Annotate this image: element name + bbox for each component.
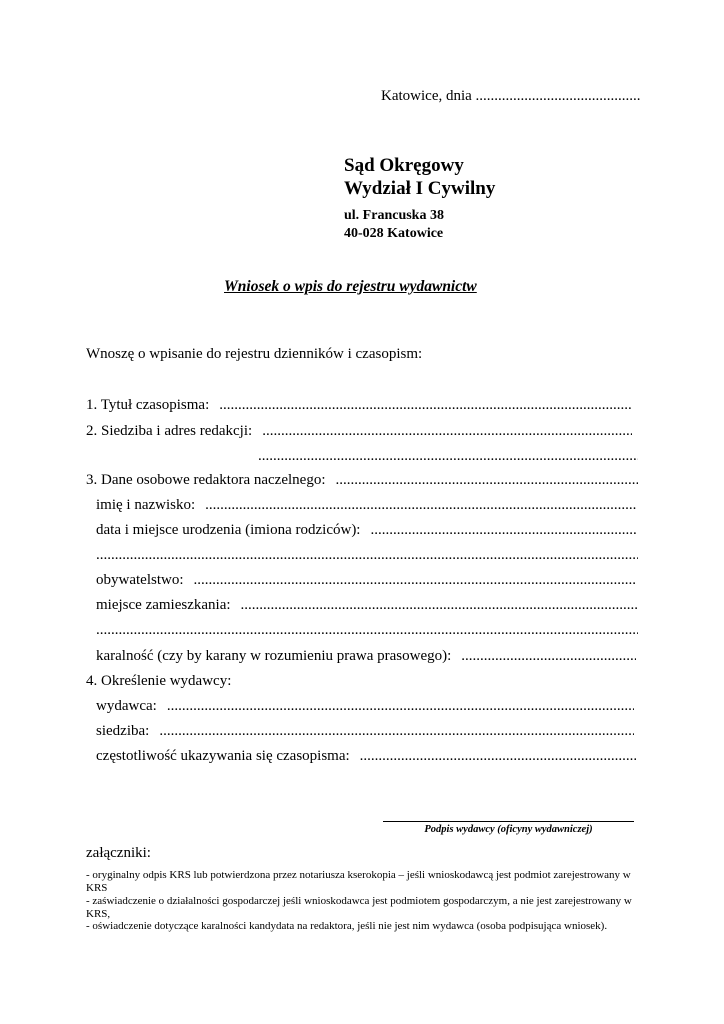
- court-name: Sąd Okręgowy: [344, 155, 464, 176]
- field-title-label: 1. Tytuł czasopisma:: [86, 397, 210, 413]
- attachment-item: - oryginalny odpis KRS lub potwierdzona przez notariusza kserokopia – jeśli wnioskodawcą jest podmiot zarejestrowany w KRS: [86, 869, 631, 894]
- field-name-input[interactable]: [205, 497, 636, 514]
- field-publisher-row: [96, 698, 634, 715]
- field-birth-row: [96, 522, 636, 539]
- attachments-heading: załączniki:: [86, 845, 151, 861]
- intro-text: Wnoszę o wpisanie do rejestru dzienników i czasopism:: [86, 346, 423, 362]
- field-residence-row: [96, 597, 638, 614]
- field-name-label: imię i nazwisko:: [96, 497, 196, 513]
- field-title-row: [86, 397, 632, 414]
- field-editorial-address-input[interactable]: [262, 423, 632, 440]
- publisher-heading: 4. Określenie wydawcy:: [86, 673, 232, 689]
- field-frequency-input[interactable]: [360, 748, 636, 765]
- field-publisher-seat-input[interactable]: [159, 723, 634, 740]
- field-birth-input-2[interactable]: [96, 547, 638, 564]
- field-name-row: [96, 497, 636, 514]
- field-citizenship-label: obywatelstwo:: [96, 572, 184, 588]
- field-editorial-address-label: 2. Siedziba i adres redakcji:: [86, 423, 253, 439]
- attachment-item: - oświadczenie dotyczące karalności kandydata na redaktora, jeśli nie jest nim wydawca (osoba podpisująca wniosek).: [86, 920, 608, 932]
- field-frequency-row: [96, 748, 636, 765]
- field-residence-label: miejsce zamieszkania:: [96, 597, 231, 613]
- field-citizenship-row: [96, 572, 636, 589]
- signature-line[interactable]: [383, 821, 634, 822]
- court-city: 40-028 Katowice: [344, 226, 444, 241]
- field-birth-continuation: [96, 547, 638, 564]
- field-birth-label: data i miejsce urodzenia (imiona rodziców):: [96, 522, 361, 538]
- field-frequency-label: częstotliwość ukazywania się czasopisma:: [96, 748, 350, 764]
- field-editorial-address-continuation: [258, 448, 638, 465]
- attachment-item: - zaświadczenie o działalności gospodarczej jeśli wnioskodawca jest podmiotem gospodarczym, a nie jest zarejestrowany w KRS,: [86, 895, 632, 920]
- field-publisher-label: wydawca:: [96, 698, 157, 714]
- document-title: Wniosek o wpis do rejestru wydawnictw: [224, 278, 477, 295]
- field-citizenship-input[interactable]: [194, 572, 637, 589]
- field-publisher-input[interactable]: [167, 698, 634, 715]
- field-editor-row: [86, 472, 638, 489]
- field-residence-input-2[interactable]: [96, 622, 638, 639]
- field-residence-input[interactable]: [241, 597, 638, 614]
- field-editorial-address-input-2[interactable]: [258, 448, 638, 465]
- field-publisher-seat-row: [96, 723, 634, 740]
- field-title-input[interactable]: [219, 397, 632, 414]
- field-criminal-record-row: [96, 648, 636, 665]
- field-criminal-record-input[interactable]: [461, 648, 636, 665]
- court-division: Wydział I Cywilny: [344, 178, 496, 199]
- field-publisher-seat-label: siedziba:: [96, 723, 150, 739]
- field-residence-continuation: [96, 622, 638, 639]
- field-editor-label: 3. Dane osobowe redaktora naczelnego:: [86, 472, 326, 488]
- field-editorial-address-row: [86, 423, 632, 440]
- signature-caption: Podpis wydawcy (oficyny wydawniczej): [424, 824, 593, 835]
- court-street: ul. Francuska 38: [344, 208, 444, 223]
- place-date: Katowice, dnia ............................................: [381, 88, 641, 104]
- field-birth-input[interactable]: [370, 522, 636, 539]
- field-criminal-record-label: karalność (czy by karany w rozumieniu prawa prasowego):: [96, 648, 452, 664]
- field-editor-input[interactable]: [335, 472, 638, 489]
